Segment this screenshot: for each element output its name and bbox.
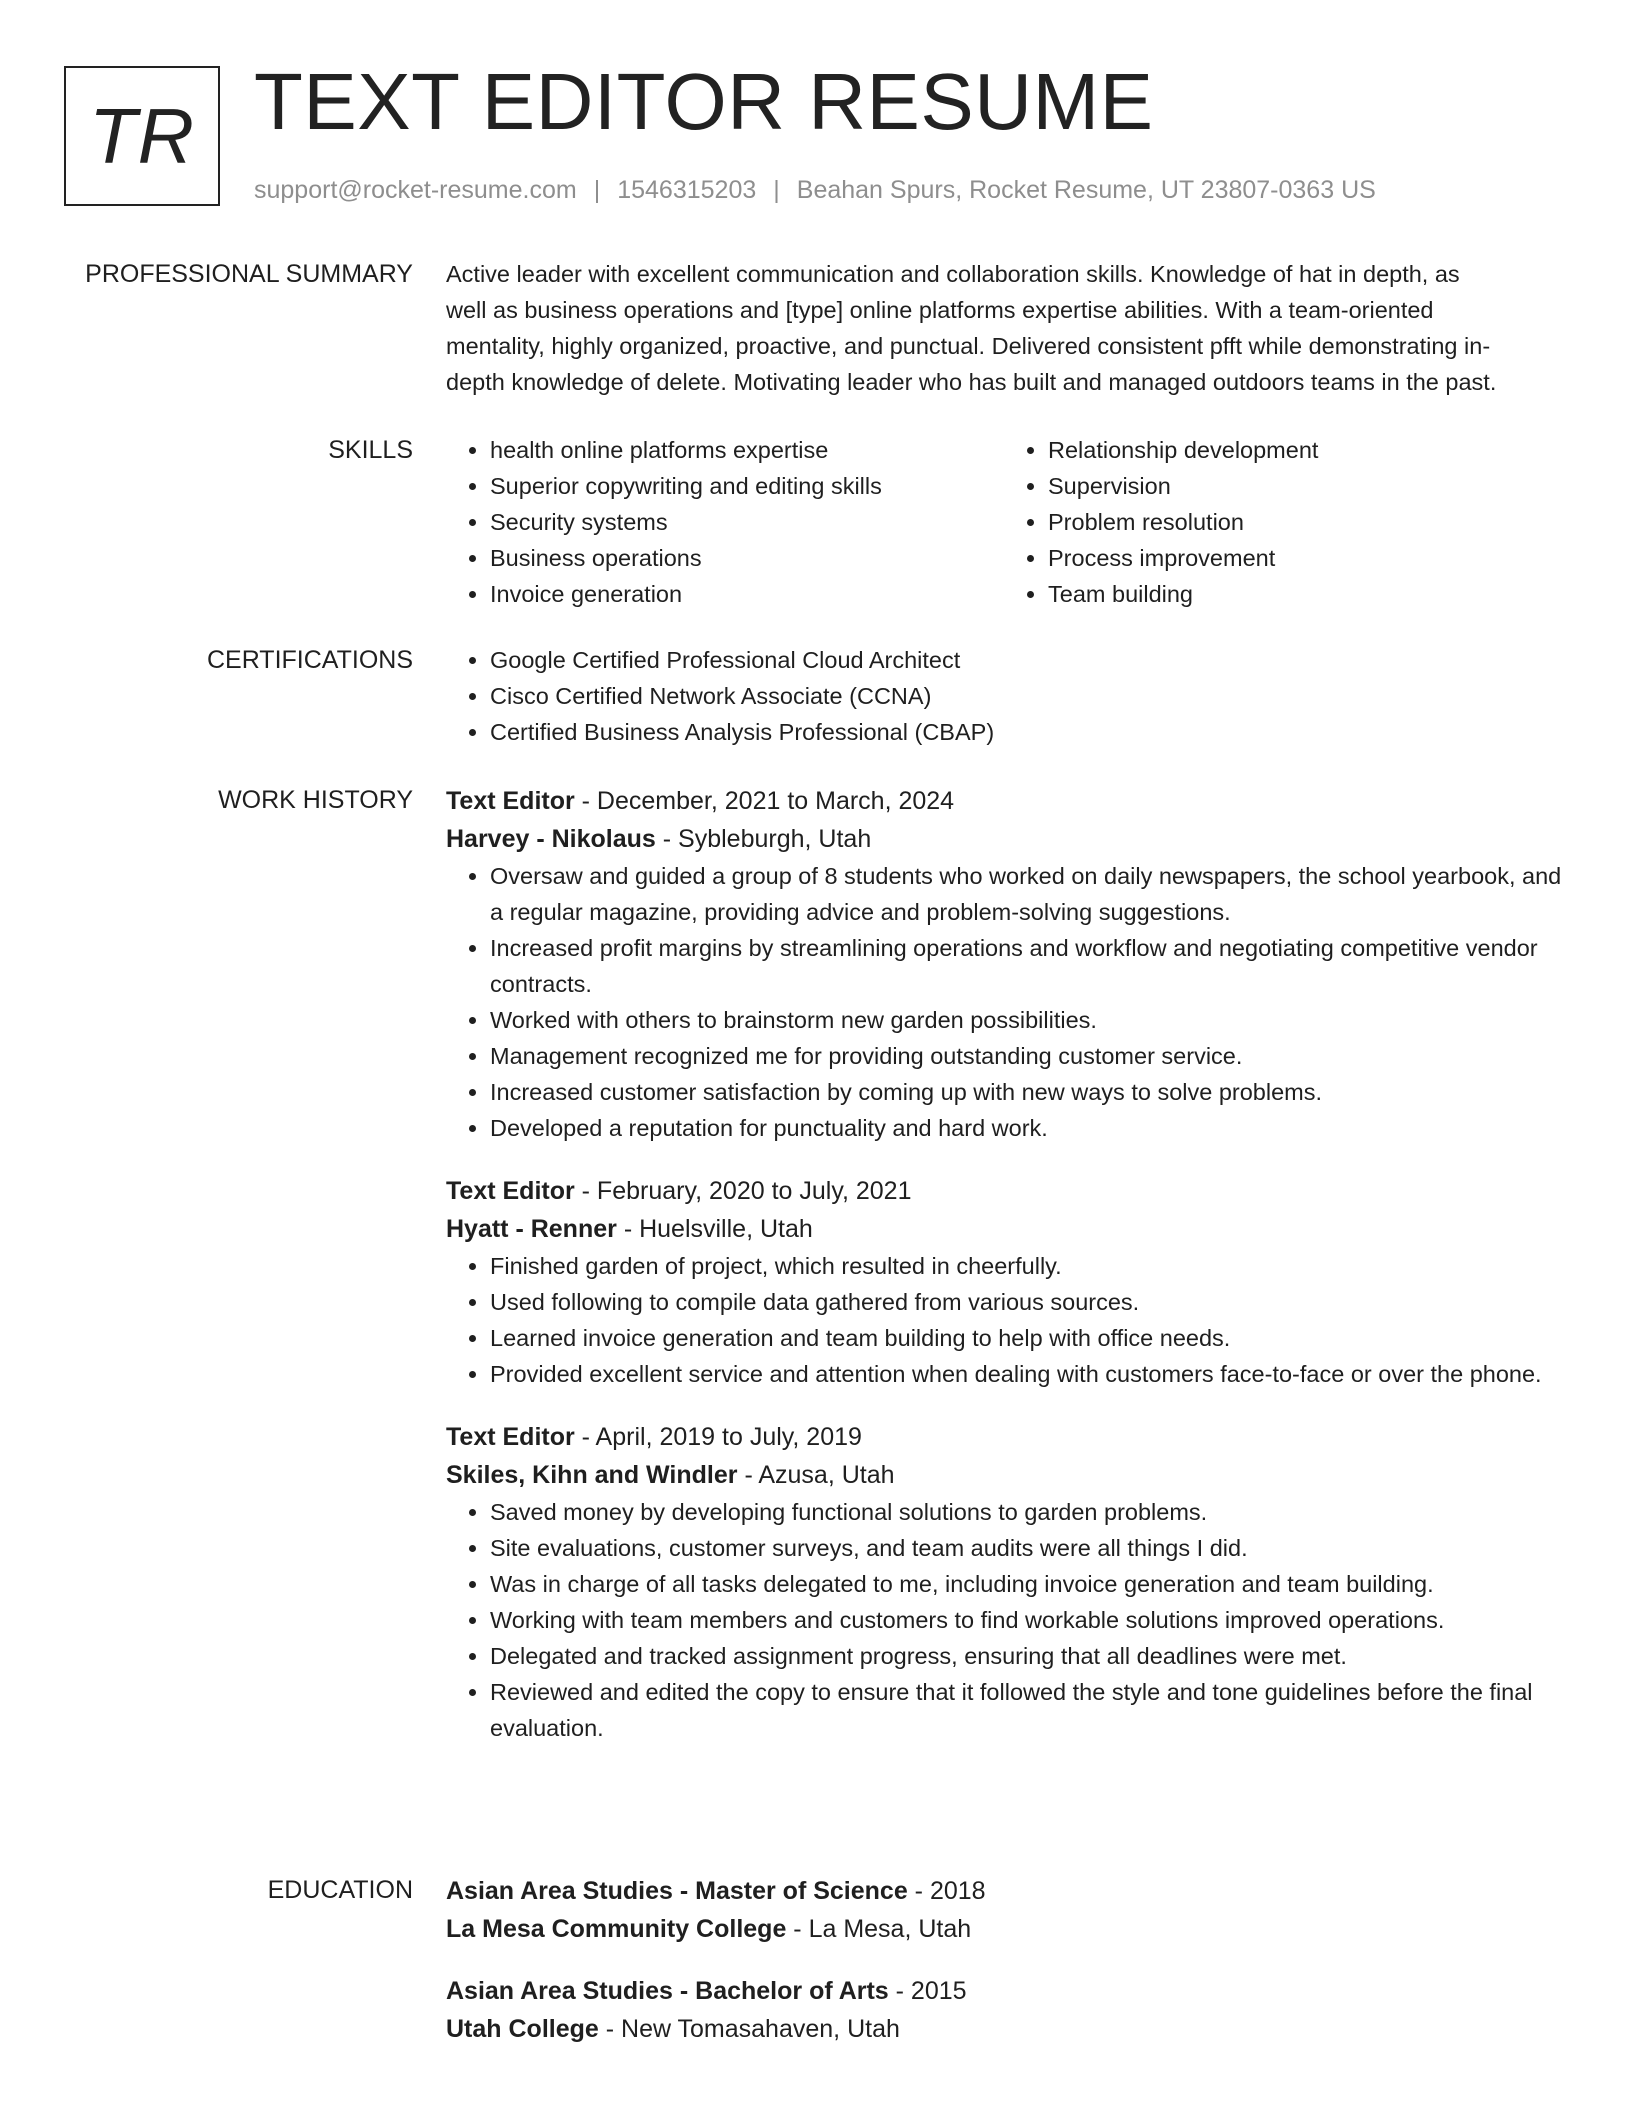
school-location: - New Tomasahaven, Utah xyxy=(598,2015,900,2043)
degree: Asian Area Studies - Bachelor of Arts xyxy=(446,1977,889,2005)
education-entry xyxy=(446,1872,1562,1948)
section-label: EDUCATION xyxy=(267,1876,413,1904)
skill-item: • Process improvement xyxy=(1048,540,1562,576)
job-bullet: • Was in charge of all tasks delegated to me, including invoice generation and team building. xyxy=(490,1566,1562,1602)
job-bullet: • Management recognized me for providing outstanding customer service. xyxy=(490,1038,1562,1074)
certifications-body xyxy=(446,642,1562,750)
school-line xyxy=(446,2010,1562,2048)
skill-item: • Security systems xyxy=(490,504,1004,540)
job-company-line xyxy=(446,820,1562,858)
certification-item: • Cisco Certified Network Associate (CCNA) xyxy=(490,678,1562,714)
school-location: - La Mesa, Utah xyxy=(786,1915,972,1943)
job-bullet: • Reviewed and edited the copy to ensure that it followed the style and tone guidelines before the final evaluation. xyxy=(490,1674,1562,1746)
school: La Mesa Community College xyxy=(446,1915,787,1943)
skill-item: • Relationship development xyxy=(1048,432,1562,468)
section-label: SKILLS xyxy=(328,436,413,464)
contact-separator: | xyxy=(593,176,601,204)
education-entry xyxy=(446,1972,1562,2048)
degree-line xyxy=(446,1872,1562,1910)
job-bullet: • Oversaw and guided a group of 8 students who worked on daily newspapers, the school yearbook, and a regular magazine, providing advice and problem-solving suggestions. xyxy=(490,858,1562,930)
skill-item: • health online platforms expertise xyxy=(490,432,1004,468)
degree-line xyxy=(446,1972,1562,2010)
job-location: - Huelsville, Utah xyxy=(616,1215,813,1243)
job-company: Harvey - Nikolaus xyxy=(446,825,656,853)
job-bullet: • Increased profit margins by streamlining operations and workflow and negotiating competitive vendor contracts. xyxy=(490,930,1562,1002)
job-bullets xyxy=(446,858,1562,1146)
monogram-logo: TR xyxy=(64,66,220,206)
contact-phone[interactable]: 1546315203 xyxy=(617,176,757,204)
job-title-line xyxy=(446,1172,1562,1210)
skills-list-right xyxy=(1004,432,1562,612)
job-company-line xyxy=(446,1456,1562,1494)
section-label: CERTIFICATIONS xyxy=(206,646,413,674)
degree-year: - 2015 xyxy=(888,1977,967,2005)
job-bullet: • Working with team members and customers to find workable solutions improved operations. xyxy=(490,1602,1562,1638)
job-dates: - December, 2021 to March, 2024 xyxy=(574,787,955,815)
summary-line: Active leader with excellent communication and collaboration skills. Knowledge of hat in depth, as xyxy=(446,261,1460,287)
job-title: Text Editor xyxy=(446,1177,575,1205)
degree: Asian Area Studies - Master of Science xyxy=(446,1877,908,1905)
job-bullet: • Developed a reputation for punctuality and hard work. xyxy=(490,1110,1562,1146)
skill-item: • Invoice generation xyxy=(490,576,1004,612)
job-dates: - April, 2019 to July, 2019 xyxy=(574,1423,862,1451)
summary-line: well as business operations and [type] online platforms expertise abilities. With a team-oriented xyxy=(446,297,1434,323)
job-bullet: • Learned invoice generation and team building to help with office needs. xyxy=(490,1320,1562,1356)
job-entry xyxy=(446,782,1562,1146)
job-bullet: • Used following to compile data gathered from various sources. xyxy=(490,1284,1562,1320)
contact-address: Beahan Spurs, Rocket Resume, UT 23807-0363 US xyxy=(796,176,1376,204)
skills-list-left xyxy=(446,432,1004,612)
job-bullet: • Provided excellent service and attention when dealing with customers face-to-face or over the phone. xyxy=(490,1356,1562,1392)
skill-item: • Business operations xyxy=(490,540,1004,576)
school: Utah College xyxy=(446,2015,599,2043)
skill-item: • Superior copywriting and editing skills xyxy=(490,468,1004,504)
summary-line: mentality, highly organized, proactive, and punctual. Delivered consistent pfft while demonstrating in- xyxy=(446,333,1491,359)
section-label: PROFESSIONAL SUMMARY xyxy=(85,260,413,288)
work-history-body xyxy=(446,782,1562,1772)
summary-text xyxy=(446,256,1562,400)
degree-year: - 2018 xyxy=(907,1877,986,1905)
job-entry xyxy=(446,1418,1562,1746)
certification-item: • Certified Business Analysis Professional (CBAP) xyxy=(490,714,1562,750)
skill-item: • Problem resolution xyxy=(1048,504,1562,540)
section-label: WORK HISTORY xyxy=(218,786,413,814)
job-company: Skiles, Kihn and Windler xyxy=(446,1461,738,1489)
skill-item: • Supervision xyxy=(1048,468,1562,504)
job-title-line xyxy=(446,1418,1562,1456)
page-title: TEXT EDITOR RESUME xyxy=(254,57,1154,146)
job-bullets xyxy=(446,1494,1562,1746)
job-title: Text Editor xyxy=(446,787,575,815)
job-dates: - February, 2020 to July, 2021 xyxy=(574,1177,912,1205)
skill-item: • Team building xyxy=(1048,576,1562,612)
job-bullet: • Site evaluations, customer surveys, and team audits were all things I did. xyxy=(490,1530,1562,1566)
job-title-line xyxy=(446,782,1562,820)
education-body xyxy=(446,1872,1562,2072)
job-bullet: • Finished garden of project, which resulted in cheerfully. xyxy=(490,1248,1562,1284)
skills-body xyxy=(446,432,1562,612)
job-bullet: • Delegated and tracked assignment progress, ensuring that all deadlines were met. xyxy=(490,1638,1562,1674)
summary-line: depth knowledge of delete. Motivating leader who has built and managed outdoors teams in the past. xyxy=(446,369,1497,395)
job-bullet: • Worked with others to brainstorm new garden possibilities. xyxy=(490,1002,1562,1038)
certification-item: • Google Certified Professional Cloud Architect xyxy=(490,642,1562,678)
job-title: Text Editor xyxy=(446,1423,575,1451)
job-company-line xyxy=(446,1210,1562,1248)
job-location: - Azusa, Utah xyxy=(737,1461,895,1489)
job-bullet: • Increased customer satisfaction by coming up with new ways to solve problems. xyxy=(490,1074,1562,1110)
contact-line xyxy=(254,174,1376,206)
school-line xyxy=(446,1910,1562,1948)
job-entry xyxy=(446,1172,1562,1392)
contact-separator: | xyxy=(773,176,780,204)
certifications-list xyxy=(446,642,1562,750)
job-bullet: • Saved money by developing functional solutions to garden problems. xyxy=(490,1494,1562,1530)
job-location: - Sybleburgh, Utah xyxy=(655,825,872,853)
contact-email[interactable]: support@rocket-resume.com xyxy=(254,176,577,204)
job-company: Hyatt - Renner xyxy=(446,1215,617,1243)
job-bullets xyxy=(446,1248,1562,1392)
